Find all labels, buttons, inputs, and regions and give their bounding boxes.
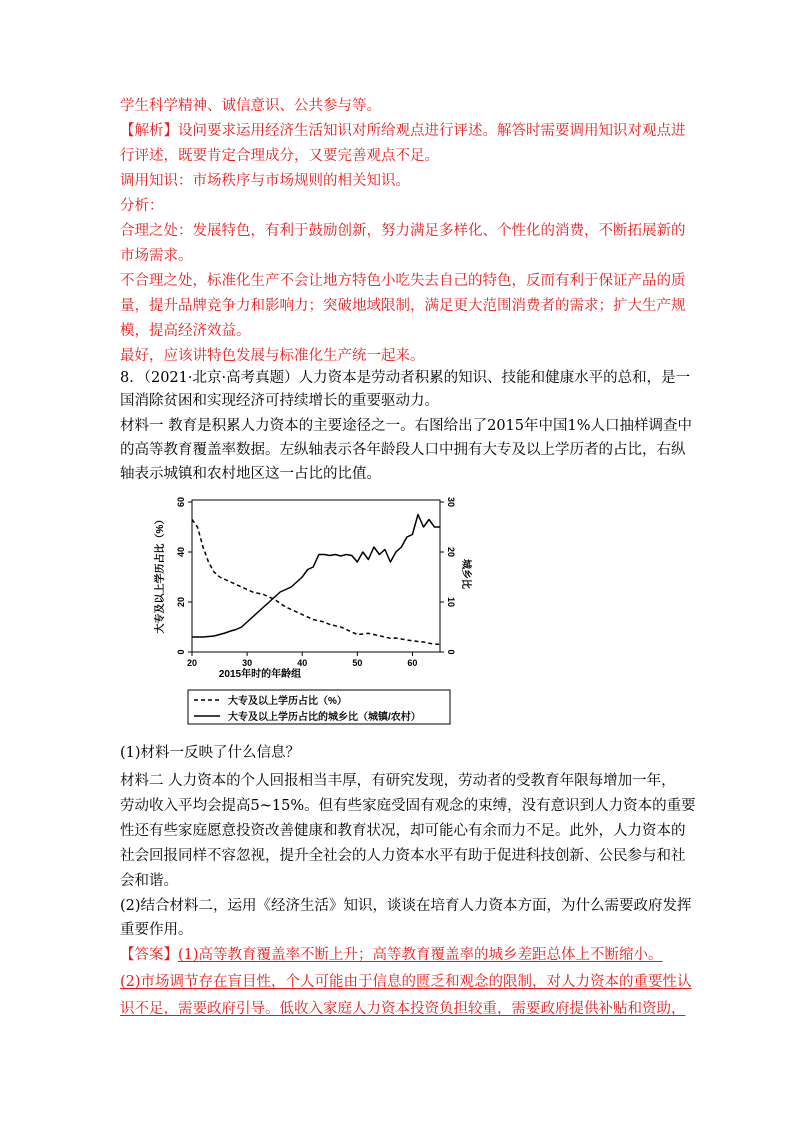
legend-label-2: 大专及以上学历占比的城乡比（城镇/农村） (228, 712, 421, 723)
x-tick-label: 20 (186, 658, 198, 668)
analysis-line-8: 量，提升品牌竞争力和影响力；突破地域限制，满足更大范围消费者的需求；扩大生产规 (120, 298, 686, 314)
y-right-tick-label: 0 (446, 649, 456, 655)
y-right-tick-label: 20 (446, 546, 456, 558)
y-left-tick-label: 0 (176, 649, 186, 655)
x-axis-label: 2015年时的年龄组 (218, 669, 302, 680)
analysis-line-6: 市场需求。 (120, 248, 193, 264)
x-tick-label: 30 (242, 658, 253, 668)
analysis-line-2: 行评述，既要肯定合理成分，又要完善观点不足。 (120, 148, 439, 164)
answer-text-1: (1)高等教育覆盖率不断上升；高等教育覆盖率的城乡差距总体上不断缩小。 (178, 947, 663, 963)
question-1: (1)材料一反映了什么信息？ (120, 745, 301, 761)
material-2-line-5: 会和谐。 (120, 873, 178, 889)
material-2-line-2: 劳动收入平均会提高5~15%。但有些家庭受固有观念的束缚，没有意识到人力资本的重要 (120, 798, 696, 814)
chart-legend (188, 690, 450, 724)
analysis-line-5: 合理之处：发展特色，有利于鼓励创新，努力满足多样化、个性化的消费，不断拓展新的 (120, 223, 686, 239)
chart-axes (192, 500, 440, 652)
answer-line-3: 识不足，需要政府引导。低收入家庭人力资本投资负担较重，需要政府提供补贴和资助， (120, 1001, 686, 1017)
plot-frame (192, 500, 440, 652)
analysis-text: 设问要求运用经济生活知识对所给观点进行评述。解答时需要调用知识对观点进 (178, 123, 686, 139)
y-left-tick-label: 40 (176, 546, 186, 558)
series-line-urban-rural-ratio (192, 515, 440, 638)
question-8-line-1: 8．（2021·北京·高考真题）人力资本是劳动者积累的知识、技能和健康水平的总和，是一 (120, 370, 691, 386)
question-2-line-2: 重要作用。 (120, 922, 193, 938)
line-chart (155, 492, 471, 727)
material-1-line-3: 轴表示城镇和农村地区这一占比的比值。 (120, 466, 381, 482)
text-line-1: 学生科学精神、诚信意识、公共参与等。 (120, 98, 381, 114)
analysis-line-9: 模，提高经济效益。 (120, 323, 251, 339)
y-left-tick-label: 60 (176, 496, 186, 508)
analysis-line-4: 分析： (120, 198, 164, 214)
y-right-tick-label: 30 (446, 496, 456, 508)
x-tick-label: 60 (407, 658, 418, 668)
y-axis-left-label: 大专及以上学历占比（%） (155, 514, 166, 634)
question-2-line-1: (2)结合材料二，运用《经济生活》知识，谈谈在培育人力资本方面，为什么需要政府发挥 (120, 898, 692, 914)
series-line-education-share (192, 520, 440, 645)
material-2-line-3: 性还有些家庭愿意投资改善健康和教育状况，却可能心有余而力不足。此外，人力资本的 (120, 823, 686, 839)
material-2-line-4: 社会回报同样不容忽视，提升全社会的人力资本水平有助于促进科技创新、公民参与和社 (120, 848, 686, 864)
x-tick-label: 50 (352, 658, 363, 668)
analysis-tag: 【解析】 (120, 123, 178, 139)
answer-line-1 (120, 945, 663, 965)
chart-ticks (176, 497, 456, 668)
answer-tag: 【答案】 (120, 947, 178, 963)
y-left-tick-label: 20 (176, 596, 186, 608)
y-right-tick-label: 10 (446, 596, 456, 608)
material-1-line-2: 的高等教育覆盖率数据。左纵轴表示各年龄段人口中拥有大专及以上学历者的占比，右纵 (120, 442, 686, 458)
answer-line-2: (2)市场调节存在盲目性，个人可能由于信息的匮乏和观念的限制，对人力资本的重要性认 (120, 974, 692, 990)
legend-label-1: 大专及以上学历占比（%） (228, 696, 347, 707)
material-1-line-1: 材料一 教育是积累人力资本的主要途径之一。右图给出了2015年中国1%人口抽样调查中 (120, 418, 693, 434)
question-8-line-2: 国消除贫困和实现经济可持续增长的重要驱动力。 (120, 393, 439, 409)
analysis-line-7: 不合理之处，标准化生产不会让地方特色小吃失去自己的特色，反而有利于保证产品的质 (120, 273, 686, 289)
analysis-line-10: 最好，应该讲特色发展与标准化生产统一起来。 (120, 348, 425, 364)
x-tick-label: 40 (297, 658, 308, 668)
analysis-line-3: 调用知识：市场秩序与市场规则的相关知识。 (120, 173, 410, 189)
material-2-line-1: 材料二 人力资本的个人回报相当丰厚，有研究发现，劳动者的受教育年限每增加一年， (120, 773, 676, 789)
analysis-line-1 (120, 121, 686, 141)
y-axis-right-label: 城乡比 (460, 559, 471, 589)
chart-series (192, 515, 440, 645)
